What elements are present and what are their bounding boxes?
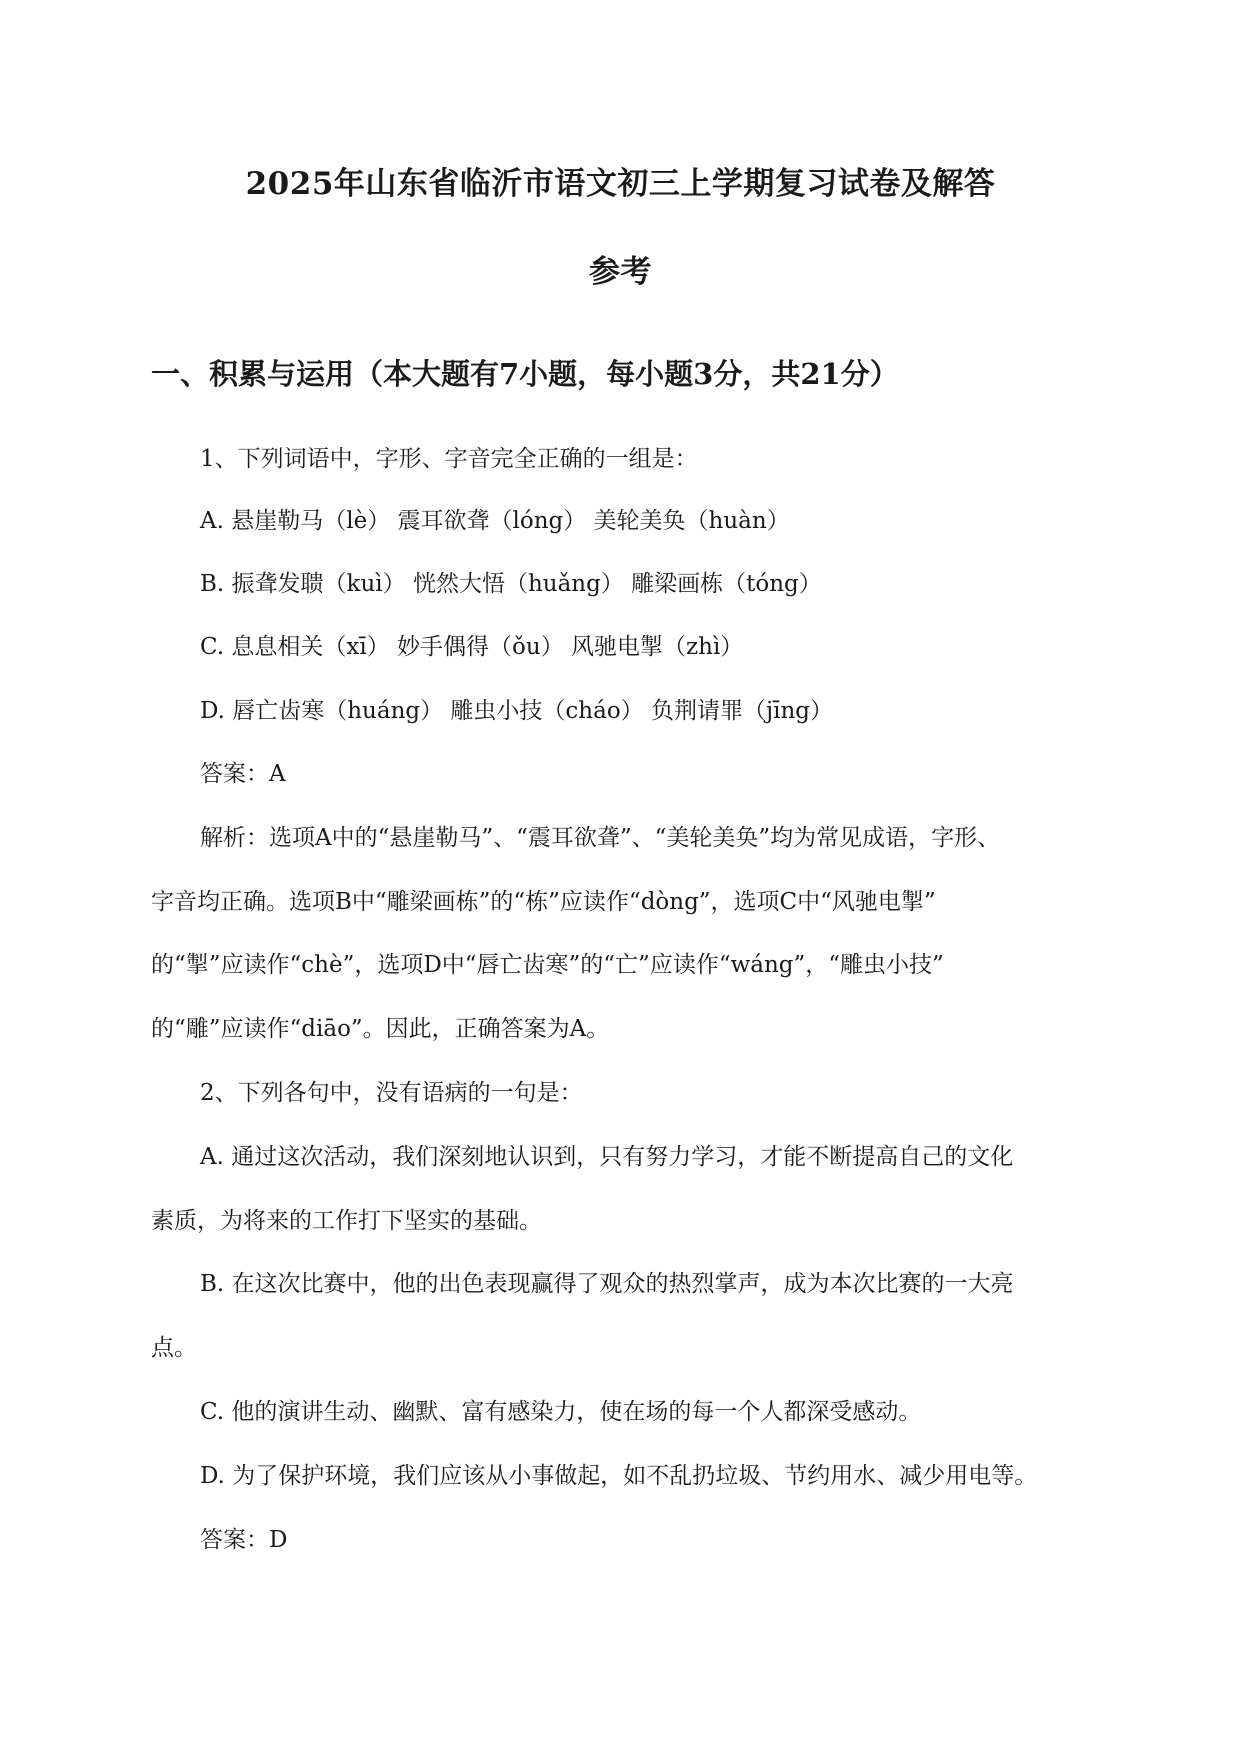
question-2-answer: 答案：D — [200, 1527, 288, 1553]
document-title-continued: 参考 — [589, 254, 652, 290]
question-1-option-a: A. 悬崖勒马（lè） 震耳欲聋（lóng） 美轮美奂（huàn） — [200, 508, 790, 534]
question-2-option-d: D. 为了保护环境，我们应该从小事做起，如不乱扔垃圾、节约用水、减少用电等。 — [200, 1463, 1038, 1489]
question-2-option-c: C. 他的演讲生动、幽默、富有感染力，使在场的每一个人都深受感动。 — [200, 1399, 922, 1425]
question-2-option-b: B. 在这次比赛中，他的出色表现赢得了观众的热烈掌声，成为本次比赛的一大亮 — [200, 1271, 1014, 1297]
question-1-analysis-cont: 的“掣”应读作“chè”，选项D中“唇亡齿寒”的“亡”应读作“wáng”，“雕虫小技” — [151, 952, 944, 978]
question-2-option-b-cont: 点。 — [151, 1335, 197, 1361]
question-1-answer: 答案：A — [200, 761, 286, 787]
question-1-analysis: 解析：选项A中的“悬崖勒马”、“震耳欲聋”、“美轮美奂”均为常见成语，字形、 — [200, 825, 1001, 851]
document-title: 2025年山东省临沂市语文初三上学期复习试卷及解答 — [245, 166, 996, 202]
question-1-option-d: D. 唇亡齿寒（huáng） 雕虫小技（cháo） 负荆请罪（jīng） — [200, 698, 834, 724]
question-2-stem: 2、下列各句中，没有语病的一句是： — [200, 1080, 583, 1106]
question-1-stem: 1、下列词语中，字形、字音完全正确的一组是： — [200, 446, 698, 472]
question-2-option-a-cont: 素质，为将来的工作打下坚实的基础。 — [151, 1208, 542, 1234]
question-1-option-c: C. 息息相关（xī） 妙手偶得（ǒu） 风驰电掣（zhì） — [200, 634, 744, 660]
section-heading: 一、积累与运用（本大题有7小题，每小题3分，共21分） — [151, 357, 899, 391]
question-1-option-b: B. 振聋发聩（kuì） 恍然大悟（huǎng） 雕梁画栋（tóng） — [200, 571, 822, 597]
question-1-analysis-cont: 的“雕”应读作“diāo”。因此，正确答案为A。 — [151, 1016, 610, 1042]
question-1-analysis-cont: 字音均正确。选项B中“雕梁画栋”的“栋”应读作“dòng”，选项C中“风驰电掣” — [151, 889, 936, 915]
question-2-option-a: A. 通过这次活动，我们深刻地认识到，只有努力学习，才能不断提高自己的文化 — [200, 1144, 1014, 1170]
